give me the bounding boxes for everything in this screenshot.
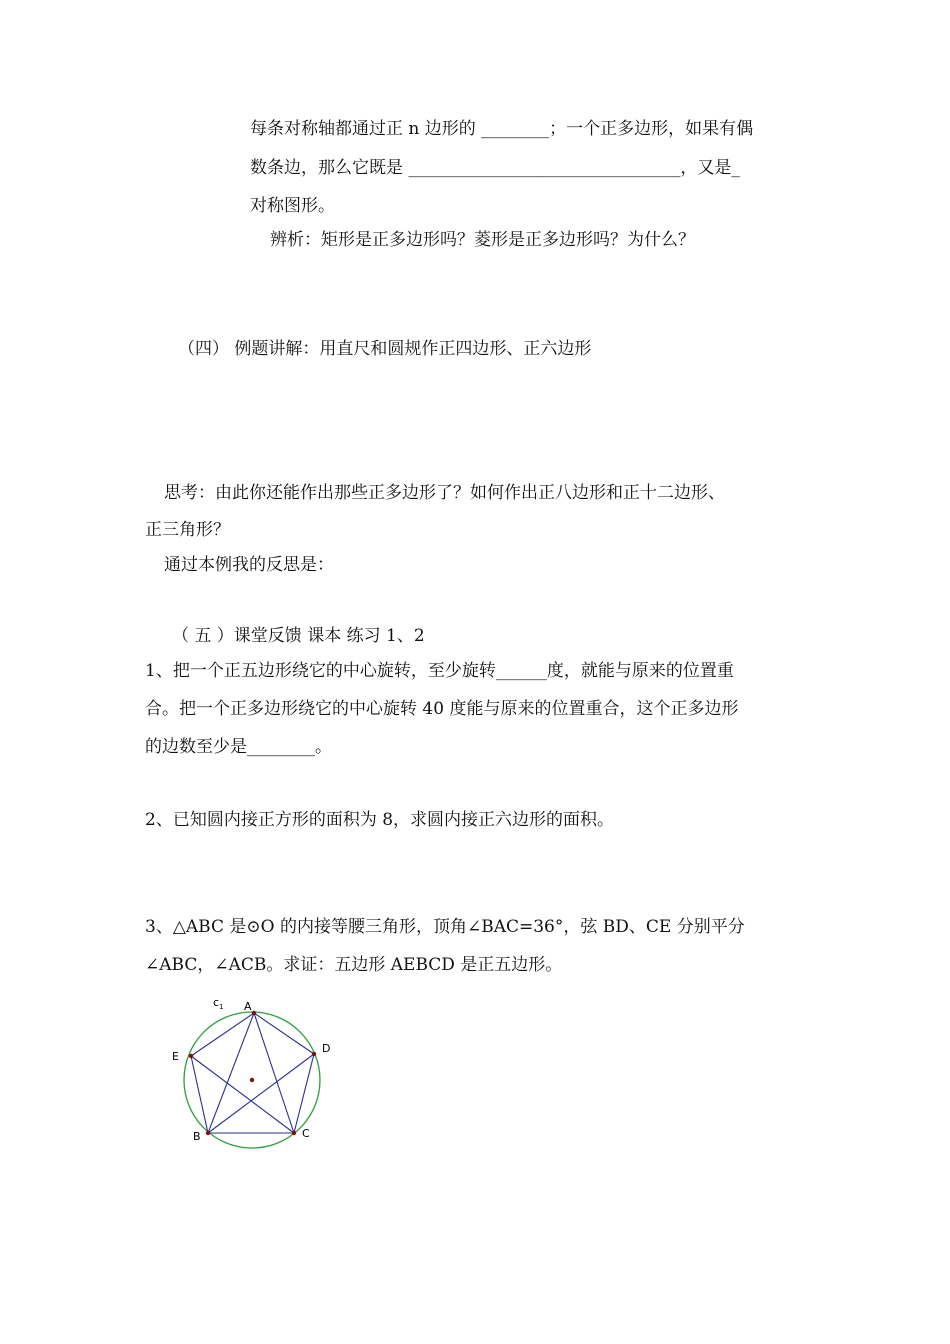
- pentagon-figure: [160, 990, 350, 1150]
- pentagon-lines: [191, 1013, 314, 1133]
- label-d: D: [322, 1042, 331, 1055]
- think-line2: 正三角形？: [145, 520, 230, 540]
- chord-bd: [208, 1054, 314, 1133]
- side-eb: [191, 1056, 208, 1133]
- point-a: [252, 1011, 256, 1015]
- question1-line1: 1、把一个正五边形绕它的中心旋转，至少旋转______度，就能与原来的位置重: [145, 661, 734, 681]
- label-e: E: [172, 1050, 179, 1063]
- section4-heading: （四） 例题讲解：用直尺和圆规作正四边形、正六边形: [178, 339, 592, 359]
- center-point: [250, 1078, 254, 1082]
- reflection-text: 通过本例我的反思是：: [164, 555, 334, 575]
- chord-ce: [191, 1056, 294, 1133]
- sec3-analysis: 辨析：矩形是正多边形吗？菱形是正多边形吗？为什么？: [270, 230, 695, 250]
- side-da: [254, 1013, 314, 1054]
- section5-heading: （ 五 ）课堂反馈 课本 练习 1、2: [172, 626, 425, 646]
- point-e: [189, 1054, 193, 1058]
- question1-line2: 合。把一个正多边形绕它的中心旋转 40 度能与原来的位置重合，这个正多边形: [145, 699, 739, 719]
- question3-line2: ∠ABC，∠ACB。求证：五边形 AEBCD 是正五边形。: [145, 955, 563, 975]
- sec3-line1: 每条对称轴都通过正 n 边形的 ________；一个正多边形，如果有偶: [250, 119, 754, 139]
- label-b: B: [193, 1130, 201, 1143]
- question2: 2、已知圆内接正方形的面积为 8，求圆内接正六边形的面积。: [145, 810, 615, 830]
- point-d: [312, 1052, 316, 1056]
- think-line1: 思考：由此你还能作出那些正多边形了？如何作出正八边形和正十二边形、: [164, 483, 725, 503]
- sec3-line2: 数条边，那么它既是 ________________________________，又是_: [250, 158, 740, 178]
- question3-line1: 3、△ABC 是⊙O 的内接等腰三角形，顶角∠BAC=36°，弦 BD、CE 分别平分: [145, 917, 745, 937]
- chord-ab: [208, 1013, 254, 1133]
- side-cd: [294, 1054, 314, 1133]
- point-b: [206, 1131, 210, 1135]
- question1-line3: 的边数至少是________。: [145, 737, 332, 757]
- point-c: [292, 1131, 296, 1135]
- sec3-line3: 对称图形。: [250, 196, 335, 216]
- circle-label: $c_1$: [213, 996, 224, 1011]
- label-c: C: [302, 1127, 310, 1140]
- label-a: A: [244, 1000, 252, 1013]
